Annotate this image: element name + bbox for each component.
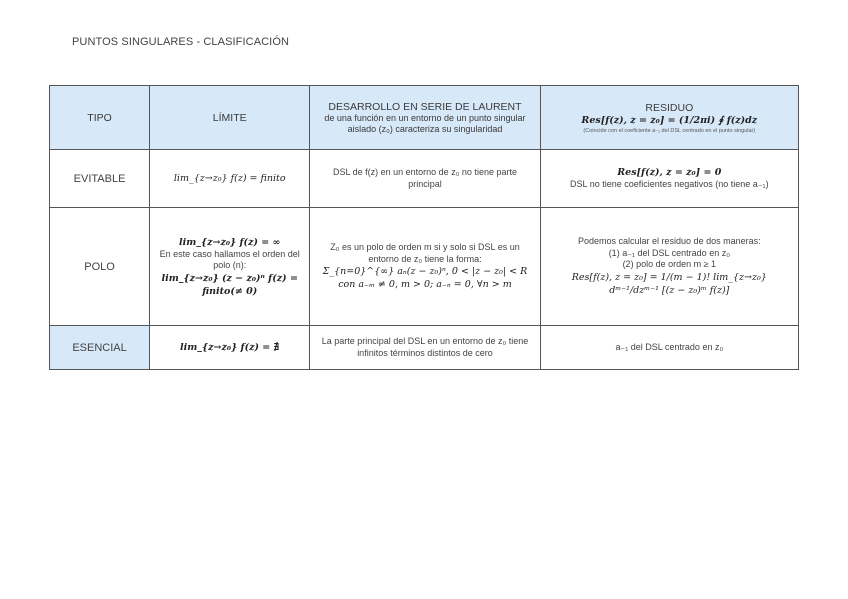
header-laurent bbox=[310, 86, 540, 150]
laurent-description: La parte principal del DSL en un entorno de z₀ tiene infinitos términos distintos de cero bbox=[321, 336, 529, 358]
laurent-description: DSL de f(z) en un entorno de z₀ no tiene parte principal bbox=[332, 167, 517, 189]
residue-formula: Res[f(z), z = z₀] = 1/(m − 1)! lim_{z→z₀} dᵐ⁻¹/dzᵐ⁻¹ [(z − z₀)ᵐ f(z)] bbox=[571, 271, 767, 296]
residue-description: a₋₁ del DSL centrado en z₀ bbox=[615, 341, 724, 352]
header-tipo bbox=[50, 86, 150, 150]
residue-method-2: (2) polo de orden m ≥ 1 bbox=[622, 259, 717, 270]
residue-intro: Podemos calcular el residuo de dos maneras: bbox=[578, 236, 761, 247]
limit-formula: lim_{z→z₀} f(z) = ∞ bbox=[179, 236, 281, 248]
laurent-description: Z₀ es un polo de orden m si y solo si DSL es un entorno de z₀ tiene la forma: bbox=[330, 242, 520, 264]
header-limite-label: LÍMITE bbox=[212, 111, 247, 124]
cell-limite-polo bbox=[150, 208, 310, 326]
header-residuo-formula: Res[f(z), z = z₀] = (1/2πi) ∮ f(z)dz bbox=[581, 114, 758, 126]
cell-laurent-esencial bbox=[310, 326, 540, 370]
residue-formula: Res[f(z), z = z₀] = 0 bbox=[617, 167, 722, 179]
cell-laurent-polo bbox=[310, 208, 540, 326]
table-row-esencial bbox=[50, 326, 799, 370]
residue-description: DSL no tiene coeficientes negativos (no tiene a₋₁) bbox=[570, 179, 769, 190]
header-limite bbox=[150, 86, 310, 150]
cell-limite-evitable bbox=[150, 150, 310, 208]
classification-table bbox=[49, 85, 799, 370]
header-residuo-label: RESIDUO bbox=[645, 101, 694, 114]
laurent-condition: con a₋ₘ ≠ 0, m > 0; a₋ₙ = 0, ∀n > m bbox=[338, 279, 512, 290]
header-tipo-label: TIPO bbox=[87, 111, 112, 124]
limit-formula: lim_{z→z₀} f(z) = ∄ bbox=[180, 342, 280, 353]
cell-residuo-evitable bbox=[540, 150, 798, 208]
cell-residuo-polo bbox=[540, 208, 798, 326]
pole-order-formula: lim_{z→z₀} (z − z₀)ⁿ f(z) = finito(≠ 0) bbox=[161, 272, 298, 297]
limit-description: En este caso hallamos el orden del polo (n): bbox=[159, 248, 300, 270]
cell-laurent-evitable bbox=[310, 150, 540, 208]
table-row-evitable bbox=[50, 150, 799, 208]
table-row-polo bbox=[50, 208, 799, 326]
cell-tipo-polo: POLO bbox=[50, 208, 150, 326]
cell-residuo-esencial bbox=[540, 326, 798, 370]
header-laurent-label: DESARROLLO EN SERIE DE LAURENT bbox=[328, 100, 522, 113]
cell-tipo-esencial: ESENCIAL bbox=[50, 326, 150, 370]
table-header-row bbox=[50, 86, 799, 150]
header-residuo bbox=[540, 86, 798, 150]
header-residuo-note: (Coincide con el coeficiente a₋₁ del DSL centrado en el punto singular) bbox=[583, 127, 756, 134]
cell-limite-esencial bbox=[150, 326, 310, 370]
laurent-series-formula: Σ_{n=0}^{∞} aₙ(z − z₀)ⁿ, 0 < |z − z₀| < R bbox=[322, 266, 528, 277]
document-title: PUNTOS SINGULARES - CLASIFICACIÓN bbox=[72, 36, 290, 48]
limit-formula: lim_{z→z₀} f(z) = finito bbox=[173, 173, 286, 184]
cell-tipo-evitable: EVITABLE bbox=[50, 150, 150, 208]
residue-method-1: (1) a₋₁ del DSL centrado en z₀ bbox=[608, 247, 730, 258]
header-laurent-subtitle: de una función en un entorno de un punto singular aislado (z₀) caracteriza su singularidad bbox=[324, 112, 526, 134]
